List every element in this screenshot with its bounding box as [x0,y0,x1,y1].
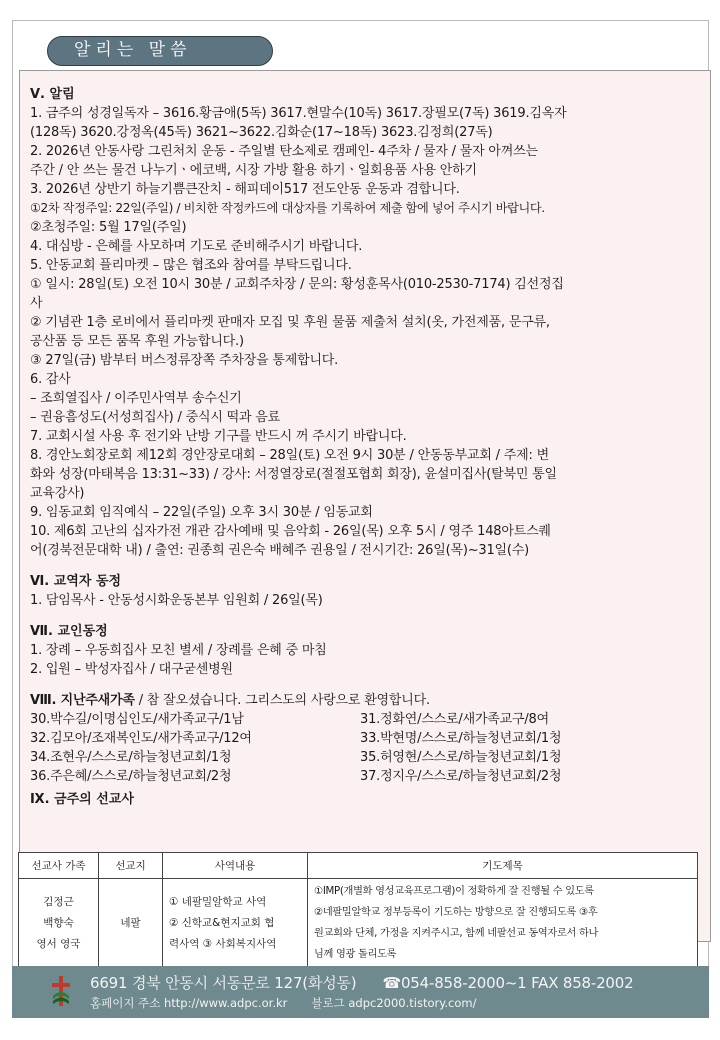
notice-line: 주간 / 안 쓰는 물건 나누기ㆍ에코백, 시장 가방 활용 하기ㆍ일회용품 사용 안하기 [30,163,477,178]
newcomer-entry: 35.허영현/스스로/하늘청년교회/1청 [360,750,562,765]
newcomer-entry: 30.박수길/이명심인도/새가족교구/1남 [30,712,244,727]
newcomer-entry: 37.정지우/스스로/하늘청년교회/2청 [360,769,562,784]
notice-box [19,70,711,942]
notice-content [30,85,706,809]
missionary-table-header [19,853,698,879]
notice-line: 어(경북전문대학 내) / 출연: 권종희 권은숙 배혜주 권용일 / 전시기간: 26일(목)~31일(수) [30,543,529,558]
prayer-cell [308,879,698,968]
newcomers-intro: / 참 잘오셨습니다. 그리스도의 사랑으로 환영합니다. [134,693,430,708]
ministry-line: ② 신학교&현지교회 협 [169,916,275,929]
section-heading-missionary: Ⅸ. 금주의 선교사 [30,792,134,807]
footer-links [90,995,477,1011]
newcomer-row [30,767,706,786]
column-header: 사역내용 [163,853,308,879]
notice-line: – 권융흠성도(서성희집사) / 중식시 떡과 음료 [30,410,280,425]
notice-line: 2. 2026년 안동사랑 그린처치 운동 - 주일별 탄소제로 캠페인- 4주차 / 물자 / 물자 아껴쓰는 [30,144,538,159]
prayer-line: ②네팔밀알학교 정부등록이 기도하는 방향으로 잘 진행되도록 ③후 [314,907,598,918]
family-member: 백향숙 [43,916,74,929]
newcomer-row [30,710,706,729]
member-news-line: 2. 입원 – 박성자집사 / 대구굳센병원 [30,662,233,677]
notice-line: 화와 성장(마태복음 13:31~33) / 강사: 서정열장로(절절포협회 회장), 윤설미집사(탈북민 통일 [30,467,557,482]
church-phone: ☎054-858-2000~1 FAX 858-2002 [382,974,634,992]
notice-line: ②초청주일: 5월 17일(주일) [30,220,187,235]
column-header: 선교지 [99,853,163,879]
pastor-news-line: 1. 담임목사 - 안동성시화운동본부 임원회 / 26일(목) [30,593,323,608]
notice-line: 사 [30,296,43,311]
notice-line: ③ 27일(금) 밤부터 버스정류장쪽 주차장을 통제합니다. [30,353,339,368]
footer [12,966,709,1018]
notice-line: 10. 제6회 고난의 십자가전 개관 감사예배 및 음악회 - 26일(목) 오후 5시 / 영주 148아트스퀘 [30,524,551,539]
newcomer-row [30,729,706,748]
section-heading-member-news: Ⅶ. 교인동정 [30,624,108,639]
section-heading-newcomers: Ⅷ. 지난주새가족 [30,693,135,708]
missionary-family-cell [19,879,99,968]
notice-line: 4. 대심방 - 은혜를 사모하며 기도로 준비해주시기 바랍니다. [30,239,363,254]
prayer-line: 원교회와 단체, 가정을 지켜주시고, 함께 네팔선교 동역자로서 하나 [314,928,599,939]
notice-line: 1. 금주의 성경일독자 – 3616.황금애(5독) 3617.현말수(10독) 3617.장필모(7독) 3619.김옥자 [30,106,567,121]
blog-link[interactable]: 블로그 adpc2000.tistory.com/ [311,996,477,1010]
newcomer-entry: 34.조현우/스스로/하늘청년교회/1청 [30,750,232,765]
prayer-line: 님께 영광 돌리도록 [314,949,397,960]
notice-line: 7. 교회시설 사용 후 전기와 난방 기구를 반드시 꺼 주시기 바랍니다. [30,429,407,444]
newcomer-entry: 33.박현명/스스로/하늘청년교회/1청 [360,731,562,746]
column-header: 기도제목 [308,853,698,879]
church-address: 6691 경북 안동시 서동문로 127(화성동) [90,974,357,992]
newcomer-entry: 32.김모아/조재복인도/새가족교구/12여 [30,731,252,746]
notice-line: – 조희열집사 / 이주민사역부 송수신기 [30,391,242,406]
newcomer-row [30,748,706,767]
homepage-link[interactable]: 홈페이지 주소 http://www.adpc.or.kr [90,996,288,1010]
notice-line: 9. 임동교회 임직예식 – 22일(주일) 오후 3시 30분 / 임동교회 [30,505,373,520]
missionary-row [19,879,698,968]
notice-line: ① 일시: 28일(토) 오전 10시 30분 / 교회주차장 / 문의: 황성훈목사(010-2530-7174) 김선정집 [30,277,564,292]
notice-line: 8. 경안노회장로회 제12회 경안장로대회 – 28일(토) 오전 9시 30분 / 안동동부교회 / 주제: 변 [30,448,549,463]
church-logo-icon [50,974,72,1008]
missionary-table [18,852,698,968]
ministry-line: 력사역 ③ 사회복지사역 [169,937,277,950]
notice-line: (128독) 3620.강정옥(45독) 3621~3622.김화순(17~18독) 3623.김정희(27독) [30,125,493,140]
ministry-cell [163,879,308,968]
newcomers-header [30,691,706,710]
footer-contact [90,972,633,993]
notice-line: ② 기념관 1층 로비에서 플리마켓 판매자 모집 및 후원 물품 제출처 설치(옷, 가전제품, 문구류, [30,315,550,330]
mission-field-cell: 네팔 [99,879,163,968]
section-heading-notices: Ⅴ. 알림 [30,87,75,102]
notice-line: 6. 감사 [30,372,71,387]
family-member: 영서 영국 [36,937,81,950]
family-member: 김정근 [43,895,74,908]
notice-line: ①2차 작정주일: 22일(주일) / 비치한 작정카드에 대상자를 기록하여 제출 함에 넣어 주시기 바랍니다. [30,201,545,215]
notice-line: 공산품 등 모든 품목 후원 가능합니다.) [30,334,244,349]
notices-list [30,104,706,560]
page-title: 알리는 말씀 [47,36,273,66]
ministry-line: ① 네팔밀알학교 사역 [169,895,267,908]
newcomer-entry: 36.주은혜/스스로/하늘청년교회/2청 [30,769,232,784]
section-heading-pastor-news: Ⅵ. 교역자 동정 [30,574,122,589]
member-news-line: 1. 장례 – 우동희집사 모친 별세 / 장례를 은혜 중 마침 [30,643,327,658]
newcomer-entry: 31.정화연/스스로/새가족교구/8여 [360,712,549,727]
notice-line: 5. 안동교회 플리마켓 – 많은 협조와 참여를 부탁드립니다. [30,258,352,273]
notice-line: 교육강사) [30,486,85,501]
notice-line: 3. 2026년 상반기 하늘기쁨큰잔치 - 해피데이517 전도안동 운동과 겸합니다. [30,182,460,197]
prayer-line: ①IMP(개별화 영성교육프로그램)이 정확하게 잘 진행될 수 있도록 [314,886,594,897]
column-header: 선교사 가족 [19,853,99,879]
